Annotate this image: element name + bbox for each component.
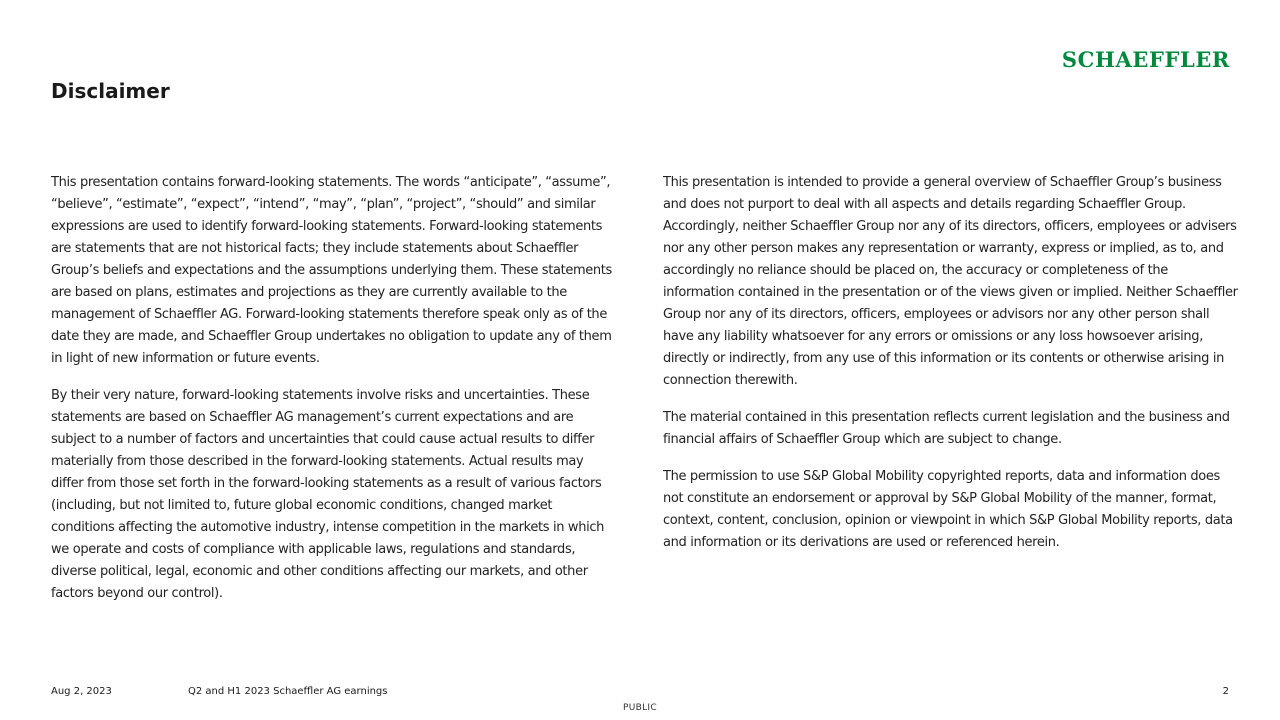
paragraph-current-legislation: The material contained in this presentation reflects current legislation and the business and financial affairs of Schaeffler Group which are subject to change. [663, 410, 1230, 447]
paragraph-forward-looking-statements: This presentation contains forward-looking statements. The words “anticipate”, “assume”, “believe”, “estimate”, “expect”, “intend”, “may”, “plan”, “project”, “should” and similar expressions are used to identify forward-looking statements. Forward-looking statements are statements that are not historical facts; they include statements about Schaeffler Group’s beliefs and expectations and the assumptions underlying them. These statements are based on plans, estimates and projections as they are currently available to the management of Schaeffler AG. Forward-looking statements therefore speak only as of the date they are made, and Schaeffler Group undertakes no obligation to update any of them in light of new information or future events. [51, 175, 612, 366]
paragraph-risks-uncertainties: By their very nature, forward-looking statements involve risks and uncertainties. These statements are based on Schaeffler AG management’s current expectations and are subject to a number of factors and uncertainties that could cause actual results to differ materially from those described in the forward-looking statements. Actual results may differ from those set forth in the forward-looking statements as a result of various factors (including, but not limited to, future global economic conditions, changed market conditions affecting the automotive industry, intense competition in the markets in which we operate and costs of compliance with applicable laws, regulations and standards, diverse political, legal, economic and other conditions affecting our markets, and other factors beyond our control). [51, 388, 605, 601]
page-number: 2 [1222, 686, 1229, 697]
page-title: Disclaimer [51, 79, 170, 103]
company-logo: SCHAEFFLER [1061, 47, 1230, 72]
paragraph-sp-global-permission: The permission to use S&P Global Mobility copyrighted reports, data and information does not constitute an endorsement or approval by S&P Global Mobility of the manner, format, context, content, conclusion, opinion or viewpoint in which S&P Global Mobility reports, data and information or its derivations are used or referenced herein. [663, 469, 1233, 550]
right-column [663, 172, 1238, 569]
footer-date: Aug 2, 2023 [51, 686, 112, 697]
footer-event-title: Q2 and H1 2023 Schaeffler AG earnings [188, 686, 388, 697]
left-column [51, 172, 616, 620]
classification-label: PUBLIC [623, 703, 657, 713]
paragraph-general-overview: This presentation is intended to provide a general overview of Schaeffler Group’s business and does not purport to deal with all aspects and details regarding Schaeffler Group. Accordingly, neither Schaeffler Group nor any of its directors, officers, employees or advisers nor any other person makes any representation or warranty, express or implied, as to, and accordingly no reliance should be placed on, the accuracy or completeness of the information contained in the presentation or of the views given or implied. Neither Schaeffler Group nor any of its directors, officers, employees or advisors nor any other person shall have any liability whatsoever for any errors or omissions or any loss howsoever arising, directly or indirectly, from any use of this information or its contents or otherwise arising in connection therewith. [663, 175, 1238, 388]
